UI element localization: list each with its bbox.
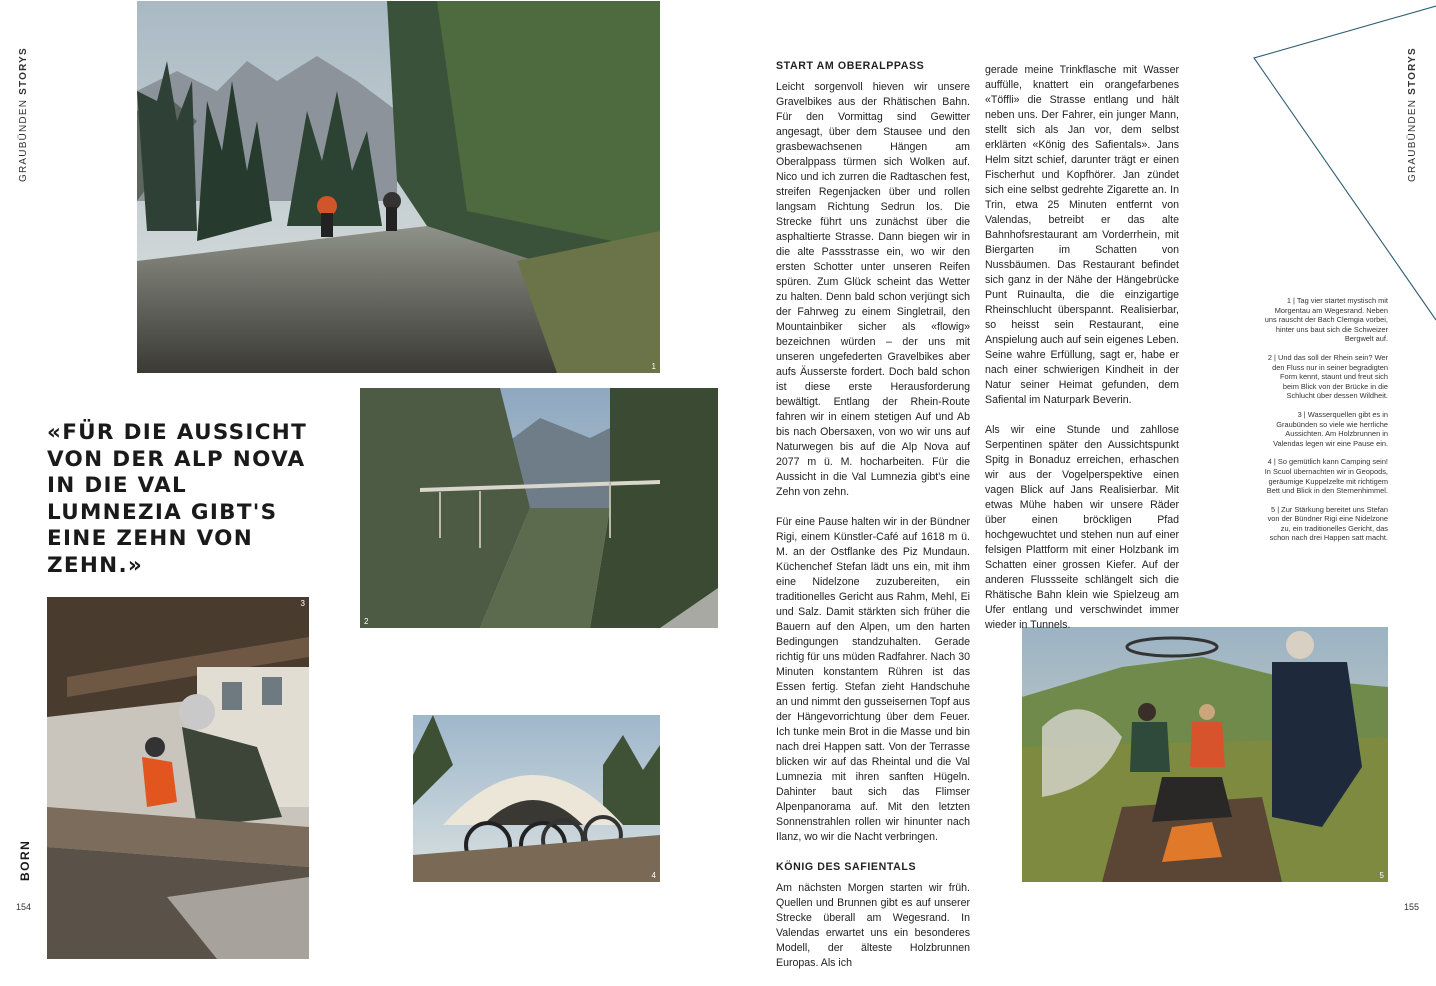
pull-quote: «FÜR DIE AUSSICHT VON DER ALP NOVA IN DIE VAL LUMNEZIA GIBT'S EINE ZEHN VON ZEHN.»: [47, 420, 308, 578]
caption-4: 4 | So gemütlich kann Camping sein! In Scuol übernachten wir in Geopods, geräumige Kuppelzelte mit richtigem Bett und Blick in den Sternenhimmel.: [1264, 457, 1388, 496]
photo-5: [1022, 627, 1388, 882]
caption-5: 5 | Zur Stärkung bereitet uns Stefan von der Bündner Rigi eine Nidelzone zu, ein traditionelles Gericht, das schon nach drei Happen satt macht.: [1267, 504, 1388, 543]
article-paragraph: Am nächsten Morgen starten wir früh. Quellen und Brunnen gibt es auf unserer Strecke überall am Wegesrand. In Valendas erwartet uns ein besonderes Modell, der älteste Holzbrunnen Europas. Als ich: [776, 882, 970, 969]
caption-3: 3 | Wasserquellen gibt es in Graubünden so viele wie herrliche Aussichten. Am Holzbrunnen in Valendas legen wir eine Pause ein.: [1273, 409, 1388, 448]
article-heading-start-am-oberalppass: START AM OBERALPPASS: [776, 60, 925, 72]
photo-5-number: 5: [1379, 871, 1384, 880]
photo-3: [47, 597, 309, 959]
article-heading-koenig-des-safientals: KÖNIG DES SAFIENTALS: [776, 861, 917, 873]
page-number-right: 155: [1404, 902, 1420, 912]
section-header-left: [18, 47, 29, 182]
photo-3-number: 3: [300, 599, 305, 608]
article-paragraph: Leicht sorgenvoll hieven wir unsere Gravelbikes aus der Rhätischen Bahn. Für den Vormittag sind Gewitter angesagt, über dem Stausee und den grasbewachsenen Hängen am Oberalppass türmen sich Wolken auf. Nico und ich zurren die Radtaschen fest, streifen Regenjacken über und rollen langsam Richtung Sedrun los. Die Strecke führt uns zunächst über die asphaltierte Strasse. Dann biegen wir in die alte Passstrasse ein, wo wir den ersten Schotter unter unseren Reifen spüren. Zum Glück scheint das Wetter zu halten. Denn bald schon verjüngt sich der Fahrweg zu einem Singletrail, den Mountainbiker sicher als «flowig» bezeichnen würden – der uns mit unseren ungefederten Gravelbikes aber aufs Äusserste fordert. Doch bald schon ist diese erste Herausforderung bewältigt. Entlang der Rhein-Route fahren wir in einem stetigen Auf und Ab bis nach Obersaxen, von wo wir uns auf Naturwegen bis auf die Alp Nova auf 2077 m ü. M. hocharbeiten. Für die Aussicht in die Val Lumnezia gibt's eine Zehn von zehn.: [776, 81, 970, 498]
page-number-left: 154: [16, 902, 32, 912]
article-paragraph: gerade meine Trinkflasche mit Wasser auffülle, knattert ein orangefarbenes «Töffli» die Strasse entlang und hält neben uns. Der Fahrer, ein junger Mann, stellt sich als Jan vor, dem selbst erklärten «König des Safientals». Jans Helm sitzt schief, darunter trägt er einen Fischerhut und Kopfhörer. Jan zündet sich eine selbst gedrehte Zigarette an. In Trin, etwa 25 Minuten entfernt von Valendas, betreibt er das alte Bahnhofsrestaurant am Vorderrhein, mit Biergarten im Schatten von Nussbäumen. Das Restaurant befindet sich ganz in der Nähe der Hängebrücke Punt Ruinaulta, die die einzigartige Rheinschlucht überspannt. Realisierbar, so heisst sein Restaurant, eine Anspielung auch auf sein eigenes Leben. Seine wahre Erfüllung, sagt er, habe er nach einer schwierigen Kindheit in der Natur seiner Heimat gefunden, dem Safiental im Naturpark Beverin.: [985, 64, 1179, 406]
article-column-2: [985, 63, 1179, 648]
caption-1: 1 | Tag vier startet mystisch mit Morgentau am Wegesrand. Neben uns rauscht der Bach Clemgia vorbei, hinter uns baut sich die Schweizer Bergwelt auf.: [1264, 296, 1388, 344]
section-header-right-light: GRAUBÜNDEN: [1407, 94, 1418, 182]
photo-2: [360, 388, 718, 628]
photo-1: [137, 1, 660, 373]
photo-captions: [1262, 296, 1388, 552]
caption-2: 2 | Und das soll der Rhein sein? Wer den Fluss nur in seiner begradigten Form kennt, staunt und freut sich beim Blick von der Brücke in die Schlucht über dessen Wildheit.: [1267, 352, 1388, 401]
section-header-left-bold: STORYS: [18, 47, 29, 95]
article-column-1: [776, 59, 970, 986]
photo-4: [413, 715, 660, 882]
photo-1-number: 1: [651, 362, 656, 371]
article-paragraph: Als wir eine Stunde und zahllose Serpentinen später den Aussichtspunkt Spitg in Bonaduz erreichen, erhaschen wir aus der Vogelperspektive einen vagen Blick auf Jans Realisierbar. Mit etwas Mühe haben wir unsere Räder über einen bröckligen Pfad hochgewuchtet und stehen nun auf einer felsigen Plattform mit einer Holzbank im Schatten einer grossen Kiefer. Auf der anderen Flussseite schlängelt sich die Rhätische Bahn klein wie Spielzeug am Ufer entlang und verschwindet immer wieder in Tunnels.: [985, 424, 1179, 631]
section-header-left-light: GRAUBÜNDEN: [18, 94, 29, 182]
author-tag: BORN: [18, 839, 32, 881]
decorative-diagonal-lines: [1250, 0, 1436, 330]
article-paragraph: Für eine Pause halten wir in der Bündner Rigi, einem Künstler-Café auf 1618 m ü. M. an der Ostflanke des Piz Mundaun. Küchenchef Stefan lädt uns ein, mit ihm eine Nidelzone zuzubereiten, ein traditionelles Gericht aus Rahm, Mehl, Ei und Salz. Damit stärkten sich früher die Bauern auf den Alpen, um den harten Bedingungen standzuhalten. Gerade richtig für uns müden Radfahrer. Nach 30 Minuten konstantem Rühren ist das Essen fertig. Stefan zieht Handschuhe an und nimmt den gusseisernen Topf aus der Hängevorrichtung über dem Feuer. Ich tunke mein Brot in die Masse und bin nach drei Happen satt. Von der Terrasse blicken wir auf das Rheintal und die Val Lumnezia mit ihren sanften Hügeln. Dahinter baut sich das Flimser Alpenpanorama auf. Mit den letzten Sonnenstrahlen rollen wir hinunter nach Ilanz, wo wir die Nacht verbringen.: [776, 516, 970, 843]
photo-2-number: 2: [364, 617, 369, 626]
photo-4-number: 4: [651, 871, 656, 880]
section-header-right-bold: STORYS: [1407, 47, 1418, 95]
